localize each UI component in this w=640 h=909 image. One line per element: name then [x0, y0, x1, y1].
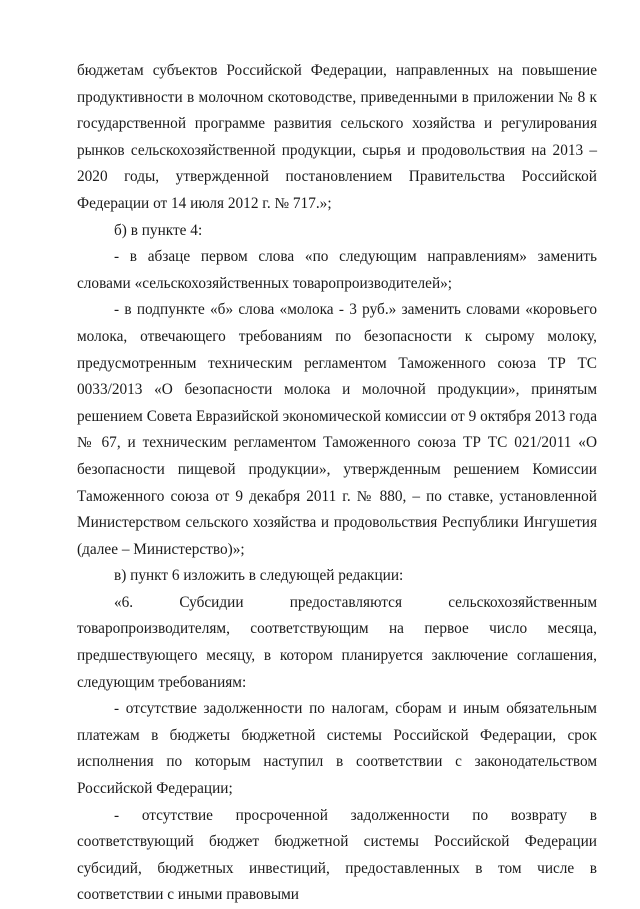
paragraph-first-abzac-change: - в абзаце первом слова «по следующим направлениям» заменить словами «сельскохозяйственных товаропроизводителей»;	[77, 248, 597, 292]
paragraph-requirement-taxes: - отсутствие задолженности по налогам, сборам и иным обязательным платежам в бюджеты бюджетной системы Российской Федерации, срок исполнения по которым наступил в соответствии с законодательством Российской Федерации;	[77, 700, 597, 798]
paragraph-item-v: в) пункт 6 изложить в следующей редакции:	[114, 567, 404, 585]
paragraph-subitem-b-change: - в подпункте «б» слова «молока - 3 руб.» заменить словами «коровьего молока, отвечающего требованиям по безопасности к сырому молоку, предусмотренным техническим регламентом Таможенного союза ТР ТС 0033/2013 «О безопасности молока и молочной продукции», принятым решением Совета Евразийской экономической комиссии от 9 октября 2013 года № 67, и техническим регламентом Таможенного союза ТР ТС 021/2011 «О безопасности пищевой продукции», утвержденным решением Комиссии Таможенного союза от 9 декабря 2011 г. № 880, – по ставке, установленной Министерством сельского хозяйства и продовольствия Республики Ингушетия (далее – Министерство)»;	[77, 301, 597, 558]
paragraph-continuation: бюджетам субъектов Российской Федерации, направленных на повышение продуктивности в молочном скотоводстве, приведенными в приложении № 8 к государственной программе развития сельского хозяйства и регулирования рынков сельскохозяйственной продукции, сырья и продовольствия на 2013 – 2020 годы, утвержденной постановлением Правительства Российской Федерации от 14 июля 2012 г. № 717.»;	[77, 62, 597, 212]
paragraph-item-b: б) в пункте 4:	[114, 221, 203, 239]
paragraph-point-6: «6. Субсидии предоставляются сельскохозяйственным товаропроизводителям, соответствующим на первое число месяца, предшествующего месяцу, в котором планируется заключение соглашения, следующим требованиям:	[77, 593, 597, 691]
paragraph-requirement-debts: - отсутствие просроченной задолженности по возврату в соответствующий бюджет бюджетной системы Российской Федерации субсидий, бюджетных инвестиций, предоставленных в том числе в соответствии с иными правовыми	[77, 806, 597, 904]
document-body	[77, 58, 597, 909]
